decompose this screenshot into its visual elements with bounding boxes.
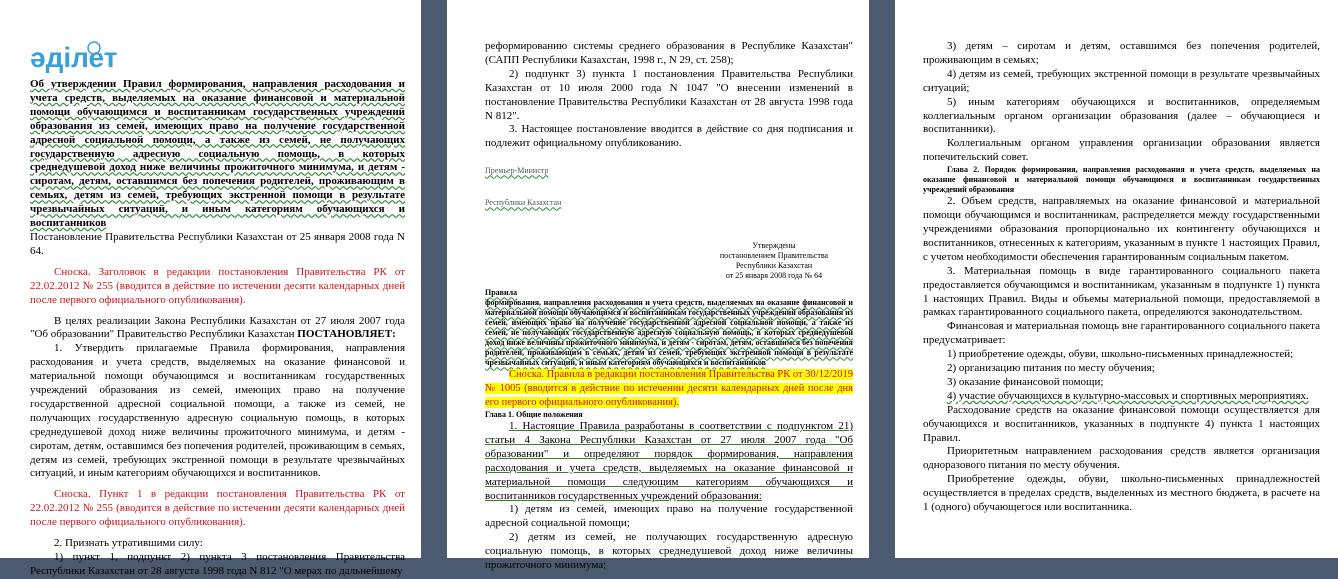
assistance-item-2: 2) организацию питания по месту обучения; [947, 362, 1155, 375]
approval-line-3: Республики Казахстан [735, 261, 813, 271]
council-paragraph: Коллегиальным органом управления организации образования является попечительский совет. [923, 137, 1320, 164]
document-page-2 [447, 0, 869, 572]
purchase-paragraph: Приобретение одежды, обуви, школьно-письменных принадлежностей осуществляется в пределах средств, выделенных из местного бюджета, в расчете на 1 (одного) обучающегося или воспитанника. [923, 473, 1320, 514]
signature-country: Республики Казахстан [485, 198, 562, 208]
intro-text: В целях реализации Закона Республики Казахстан от 27 июля 2007 года "Об образовании" Правительство Республики Казахстан [30, 314, 405, 341]
chapter-2-heading: Глава 2. Порядок формирования, направления расходования и учета средств, выделяемых на оказание финансовой и материальной помощи обучающимся и воспитанникам государственных учреждений образования [923, 165, 1320, 195]
rules-paragraph-1-1: 1) детям из семей, имеющих право на получение государственной адресной социальной помощи; [485, 503, 853, 530]
rules-paragraph-3: 3. Материальная помощь в виде гарантированного социального пакета предоставляется обучающимся и воспитанникам, указанным в подпункте 1) пункта 1 настоящих Правил. Виды и объемы материальной помощи, предоставляемой в рамках гарантированного социального пакета, определяются законодательством. [923, 264, 1320, 319]
assistance-paragraph: Финансовая и материальная помощь вне гарантированного социального пакета предусматривает: [923, 320, 1320, 347]
logo-text: әділет [30, 42, 118, 73]
rules-footnote-text: Сноска. Правила в редакции постановления Правительства РК от 30/12/2019 № 1005 (вводится в действие по истечении десяти календарных дней после дня его первого официального опубликования). [485, 369, 853, 409]
decree-line: Постановление Правительства Республики Казахстан от 25 января 2008 года N 64. [30, 230, 405, 257]
priority-paragraph: Приоритетным направлением расходования средств является организация одноразового питания по месту обучения. [923, 445, 1320, 472]
document-page-3 [895, 0, 1338, 558]
paragraph-2-1: 1) пункт 1, подпункт 2) пункта 3 постановления Правительства Республики Казахстан от 28 августа 1998 года N 812 "О мерах по дальнейшему [30, 551, 405, 577]
assistance-item-3: 3) оказание финансовой помощи; [947, 375, 1104, 388]
signature-title: Премьер-Министр [485, 166, 549, 176]
adilet-logo [28, 40, 158, 74]
rules-paragraph-1-2: 2) детям из семей, не получающих государственную адресную социальную помощь, в которых среднедушевой доход ниже величины прожиточного минимума; [485, 531, 853, 572]
approval-block [695, 241, 853, 281]
rules-paragraph-1: 1. Настоящие Правила разработаны в соответствии с подпунктом 21) статьи 4 Закона Республики Казахстан от 27 июля 2007 года "Об образовании" и определяют порядок формирования, направления расходования и учета средств, выделяемых на оказание финансовой и материальной помощи следующим категориям обучающихся и воспитанников государственных учреждений образования: [485, 419, 853, 502]
rules-heading: Правила [485, 288, 518, 298]
approval-line-4: от 25 января 2008 года № 64 [725, 271, 823, 281]
rules-paragraph-1-3: 3) детям – сиротам и детям, оставшимся без попечения родителей, проживающим в семьях; [923, 40, 1320, 66]
rules-footnote [485, 368, 853, 410]
rules-paragraph-1-4: 4) детям из семей, требующих экстренной помощи в результате чрезвычайных ситуаций; [923, 67, 1320, 94]
intro-bold: ПОСТАНОВЛЯЕТ: [297, 328, 396, 341]
approval-line-2: постановлением Правительства [719, 251, 829, 261]
continuation-3: 3. Настоящее постановление вводится в действие со дня подписания и подлежит официальному опубликованию. [485, 123, 853, 150]
footnote-paragraph-1: Сноска. Пункт 1 в редакции постановления Правительства РК от 22.02.2012 № 255 (вводится в действие по истечении десяти календарных дней после первого официального опубликования). [30, 488, 405, 529]
chapter-1-heading: Глава 1. Общие положения [485, 409, 583, 419]
intro-paragraph [30, 315, 405, 343]
rules-paragraph-2: 2. Объем средств, направляемых на оказание финансовой и материальной помощи обучающимся и воспитанникам, распределяется между государственными учреждениями образования пропорционально их контингенту обучающихся и воспитанников, отнесенных к категориям, указанным в пункте 1 настоящих Правил, с учетом необходимости обеспечения гарантированным социальным пакетом. [923, 195, 1320, 263]
footnote-title: Сноска. Заголовок в редакции постановления Правительства РК от 22.02.2012 № 255 (вводится в действие по истечении десяти календарных дней после первого официального опубликования). [30, 265, 405, 306]
spending-paragraph: Расходование средств на оказание финансовой помощи осуществляется для обучающихся и воспитанников, указанных в подпункте 4) пункта 1 настоящих Правил. [923, 403, 1320, 444]
document-page-1 [0, 0, 421, 577]
assistance-item-1: 1) приобретение одежды, обуви, школьно-письменных принадлежностей; [947, 348, 1294, 361]
paragraph-1: 1. Утвердить прилагаемые Правила формирования, направления расходования и учета средств, выделяемых на оказание финансовой и материальной помощи обучающимся и воспитанникам государственных учреждений образования из семей, имеющих право на получение государственной адресной социальной помощи, а также из семей, не получающих государственную адресную социальную помощь, в которых среднедушевой доход ниже величины прожиточного минимума, и детям - сиротам, детям, оставшимся без попечения родителей, проживающим в семьях, детям из семей, требующих экстренной помощи в результате чрезвычайных ситуаций, и иным категориям обучающихся и воспитанников. [30, 342, 405, 480]
continuation-2: 2) подпункт 3) пункта 1 постановления Правительства Республики Казахстан от 10 июля 2000 года N 1047 "О внесении изменений в постановление Правительства Республики Казахстан от 28 августа 1998 года N 812". [485, 67, 853, 122]
rules-paragraph-1-5: 5) иным категориям обучающихся и воспитанников, определяемым коллегиальным органом организации образования (далее – обучающиеся и воспитанники). [923, 95, 1320, 136]
rules-title: формирования, направления расходования и учета средств, выделяемых на оказание финансовой и материальной помощи обучающимся и воспитанникам государственных учреждений образования из семей, имеющих право на получение государственной адресной социальной помощи, а также из семей, не получающих государственную адресную социальную помощь, в которых среднедушевой доход ниже величины прожиточного минимума, и детям - сиротам, детям, оставшимся без попечения родителей, проживающим в семьях, детям из семей, требующих экстренной помощи в результате чрезвычайных ситуаций, и иным категориям обучающихся и воспитанников [485, 298, 853, 368]
approval-line-1: Утверждены [752, 241, 796, 251]
continuation-1: реформированию системы среднего образования в Республике Казахстан" (САПП Республики Казахстан, 1998 г., N 29, ст. 258); [485, 40, 853, 66]
assistance-item-4: 4) участие обучающихся в культурно-массовых и спортивных мероприятиях. [947, 389, 1309, 402]
paragraph-2: 2. Признать утратившими силу: [54, 537, 203, 550]
document-title: Об утверждении Правил формирования, направления расходования и учета средств, выделяемых на оказание финансовой и материальной помощи обучающимся и воспитанникам государственных учреждений образования из семей, имеющих право на получение государственной адресной социальной помощи, а также из семей, не получающих государственную адресную социальную помощь, в которых среднедушевой доход ниже величины прожиточного минимума, и детям - сиротам, детям, оставшимся без попечения родителей, проживающим в семьях, детям из семей, требующих экстренной помощи в результате чрезвычайных ситуаций, и иным категориям обучающихся и воспитанников [30, 78, 405, 230]
